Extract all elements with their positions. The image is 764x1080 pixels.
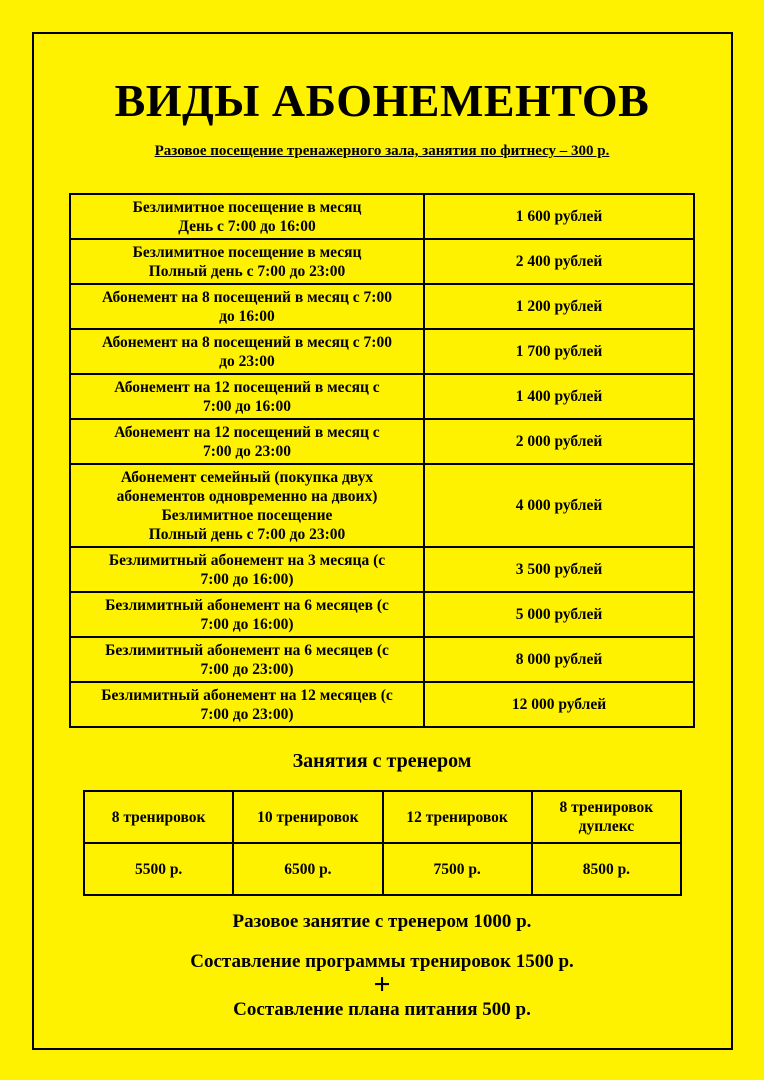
subscription-name xyxy=(70,239,424,284)
trainer-price-row xyxy=(84,843,681,895)
subscription-name xyxy=(70,194,424,239)
subscription-name xyxy=(70,374,424,419)
trainer-package-name xyxy=(233,791,382,843)
subscription-price: 5 000 рублей xyxy=(424,592,694,637)
subscription-name-line: 7:00 до 23:00) xyxy=(200,705,294,723)
nutrition-plan: Составление плана питания 500 р. xyxy=(233,999,531,1020)
trainer-package-name xyxy=(532,791,681,843)
subscription-price: 2 400 рублей xyxy=(424,239,694,284)
subscription-name xyxy=(70,419,424,464)
subscription-name-line: Безлимитный абонемент на 6 месяцев (с xyxy=(105,641,389,659)
trainer-package-name-line: 8 тренировок xyxy=(111,808,206,826)
price-row xyxy=(70,194,694,239)
subscription-name xyxy=(70,464,424,547)
trainer-package-name-line: 12 тренировок xyxy=(406,808,508,826)
subscription-name-line: Полный день с 7:00 до 23:00 xyxy=(148,262,346,280)
single-trainer-session: Разовое занятие с тренером 1000 р. xyxy=(232,911,532,932)
subscription-name xyxy=(70,547,424,592)
subscription-price: 1 200 рублей xyxy=(424,284,694,329)
price-row xyxy=(70,464,694,547)
trainer-package-price: 5500 р. xyxy=(84,843,233,895)
program-compilation: Составление программы тренировок 1500 р. xyxy=(190,951,574,972)
price-row xyxy=(70,329,694,374)
subscription-name xyxy=(70,284,424,329)
trainer-package-price: 7500 р. xyxy=(383,843,532,895)
subscription-name-line: 7:00 до 16:00) xyxy=(200,570,294,588)
subscription-name-line: абонементов одновременно на двоих) xyxy=(116,487,378,505)
subscription-name-line: Безлимитное посещение в месяц xyxy=(132,198,362,216)
subscription-name-line: до 23:00 xyxy=(219,352,275,370)
price-row xyxy=(70,682,694,727)
subscription-name-line: Безлимитное посещение xyxy=(161,506,333,524)
subscription-name-line: 7:00 до 23:00) xyxy=(200,660,294,678)
subscription-price: 12 000 рублей xyxy=(424,682,694,727)
single-visit-note: Разовое посещение тренажерного зала, занятия по фитнесу – 300 р. xyxy=(154,143,610,159)
subscription-price: 4 000 рублей xyxy=(424,464,694,547)
subscription-price: 1 400 рублей xyxy=(424,374,694,419)
subscription-name-line: Безлимитный абонемент на 6 месяцев (с xyxy=(105,596,389,614)
price-row xyxy=(70,637,694,682)
subscription-name-line: Абонемент на 8 посещений в месяц с 7:00 xyxy=(102,333,392,351)
price-row xyxy=(70,419,694,464)
subscription-name-line: День с 7:00 до 16:00 xyxy=(178,217,316,235)
subscription-name xyxy=(70,682,424,727)
subscription-name-line: Полный день с 7:00 до 23:00 xyxy=(148,525,346,543)
price-row xyxy=(70,547,694,592)
trainer-package-name-line: 10 тренировок xyxy=(257,808,359,826)
subscription-price: 1 600 рублей xyxy=(424,194,694,239)
subscription-name-line: 7:00 до 16:00) xyxy=(200,615,294,633)
trainer-package-name xyxy=(383,791,532,843)
trainer-section-title: Занятия с тренером xyxy=(292,750,472,772)
trainer-price-table xyxy=(83,790,682,896)
subscription-price-table xyxy=(69,193,695,728)
trainer-package-name-line: дуплекс xyxy=(578,818,635,835)
trainer-package-price: 6500 р. xyxy=(233,843,382,895)
subscription-price: 2 000 рублей xyxy=(424,419,694,464)
subscription-name-line: Безлимитный абонемент на 12 месяцев (с xyxy=(101,686,393,704)
subscription-price: 1 700 рублей xyxy=(424,329,694,374)
trainer-package-name-line: 8 тренировок xyxy=(559,799,654,816)
subscription-price: 8 000 рублей xyxy=(424,637,694,682)
subscription-price: 3 500 рублей xyxy=(424,547,694,592)
price-row xyxy=(70,239,694,284)
trainer-package-name xyxy=(84,791,233,843)
trainer-header-row xyxy=(84,791,681,843)
subscription-name-line: 7:00 до 23:00 xyxy=(203,442,291,460)
subscription-name-line: Абонемент семейный (покупка двух xyxy=(120,468,374,486)
page-title: ВИДЫ АБОНЕМЕНТОВ xyxy=(114,75,650,126)
subscription-name-line: Абонемент на 8 посещений в месяц с 7:00 xyxy=(102,288,392,306)
price-row xyxy=(70,592,694,637)
subscription-name xyxy=(70,637,424,682)
subscription-name-line: Абонемент на 12 посещений в месяц с xyxy=(114,423,380,441)
subscription-name-line: Безлимитный абонемент на 3 месяца (с xyxy=(108,551,386,569)
subscription-name-line: 7:00 до 16:00 xyxy=(203,397,291,415)
price-row xyxy=(70,374,694,419)
price-row xyxy=(70,284,694,329)
subscription-name xyxy=(70,329,424,374)
subscription-name-line: Абонемент на 12 посещений в месяц с xyxy=(114,378,380,396)
subscription-name xyxy=(70,592,424,637)
trainer-package-price: 8500 р. xyxy=(532,843,681,895)
subscription-name-line: до 16:00 xyxy=(219,307,275,325)
subscription-name-line: Безлимитное посещение в месяц xyxy=(132,243,362,261)
plus-icon: + xyxy=(373,968,391,1001)
